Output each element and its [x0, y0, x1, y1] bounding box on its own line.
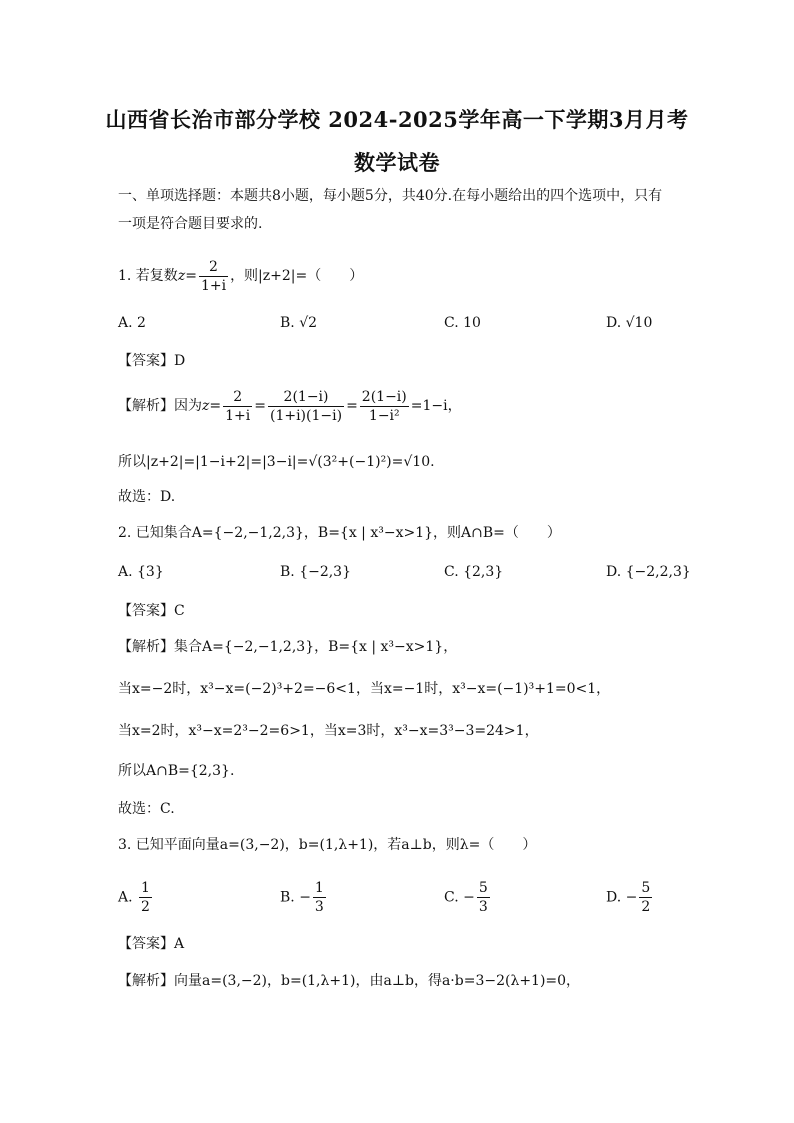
- q1-exp-frac0-num: 2: [223, 389, 252, 407]
- q1-exp-frac1-den: (1+i)(1−i): [269, 407, 343, 424]
- q3-option-b-den: 3: [314, 899, 324, 915]
- q1-exp-suffix: =1−i，: [410, 398, 462, 414]
- q3-options: [118, 880, 678, 920]
- q1-explanation-line1: 【解析】因为z= $\frac{2}{1+i}$ = $\frac{2(1-i)}{(1+i)(1-i)}$ = $\frac{2(1-i)}{\text{1−i²}}$ =1−i，: [118, 388, 462, 424]
- q1-option-d: D. √10: [606, 315, 653, 331]
- q1-exp-frac1-num: 2(1−i): [268, 389, 344, 407]
- q3-option-c-frac: [477, 880, 490, 915]
- q1-exp-frac0-den: 1+i: [225, 407, 251, 424]
- q2-answer: 【答案】C: [118, 603, 185, 619]
- q2-option-a: A. {3}: [118, 564, 164, 580]
- q2-explanation-line3: 当x=2时，x³−x=2³−2=6>1，当x=3时，x³−x=3³−3=24>1，: [118, 723, 539, 739]
- q1-option-b: B. √2: [280, 315, 318, 331]
- q1-exp-frac2-den: 1−i²: [368, 407, 400, 424]
- q1-exp-frac2: [360, 389, 409, 424]
- q3-option-a-den: 2: [141, 899, 150, 915]
- q1-z-den: 1+i: [200, 277, 227, 294]
- q3-option-c-num: 5: [478, 880, 488, 896]
- q1-exp-frac1: [268, 389, 344, 424]
- q1-explanation-line2: 所以|z+2|=|1−i+2|=|3−i|=√(3²+(−1)²)=√10.: [118, 454, 435, 470]
- q1-z-num: 2: [199, 259, 228, 277]
- section-instruction-line2: 一项是符合题目要求的.: [118, 216, 263, 232]
- q1-exp-frac2-num: 2(1−i): [361, 388, 407, 405]
- q3-option-a-label: A.: [118, 889, 133, 906]
- exam-subtitle: 数学试卷: [354, 150, 440, 175]
- q3-answer: 【答案】A: [118, 936, 185, 952]
- q2-conclusion: 故选：C.: [118, 801, 175, 817]
- q3-option-a-num: 1: [141, 880, 150, 896]
- q3-option-d-den: 2: [641, 899, 651, 915]
- q3-option-d: [606, 880, 654, 915]
- q3-option-c-den: 3: [478, 899, 488, 915]
- q1-exp-prefix: 【解析】因为: [118, 398, 202, 414]
- q2-option-d: D. {−2,2,3}: [606, 564, 691, 580]
- q1-stem: 1. 若复数z= $\frac{2}{1+i}$ ，则|z+2|=（ ）: [118, 258, 364, 294]
- q3-option-c: [444, 880, 492, 915]
- q3-option-b-label: B. −: [280, 889, 311, 906]
- q3-option-b-num: 1: [314, 880, 324, 896]
- q2-option-b: B. {−2,3}: [280, 564, 351, 580]
- q3-option-a-frac: [139, 880, 152, 915]
- q3-option-b: [280, 880, 328, 915]
- exam-title: 山西省长治市部分学校 2024-2025学年高一下学期3月月考: [105, 107, 689, 132]
- q3-option-d-frac: [639, 880, 652, 915]
- q2-stem: 2. 已知集合A={−2,−1,2,3}，B={x | x³−x>1}，则A∩B=（ ）: [118, 525, 561, 541]
- q1-exp-frac0: [223, 389, 252, 424]
- q1-option-a: A. 2: [118, 315, 146, 331]
- q1-stem-prefix: 1. 若复数: [118, 268, 178, 284]
- q1-z-fraction: [199, 259, 228, 294]
- q3-option-a: [118, 880, 154, 915]
- q3-option-d-num: 5: [641, 880, 651, 896]
- q2-option-c: C. {2,3}: [444, 564, 504, 580]
- q1-answer: 【答案】D: [118, 353, 186, 369]
- q3-option-c-label: C. −: [444, 889, 475, 906]
- q3-option-d-label: D. −: [606, 889, 638, 906]
- section-instruction-line1: 一、单项选择题：本题共8小题，每小题5分，共40分.在每小题给出的四个选项中，只有: [118, 188, 663, 204]
- q2-explanation-line2: 当x=−2时，x³−x=(−2)³+2=−6<1，当x=−1时，x³−x=(−1)³+1=0<1，: [118, 681, 611, 697]
- q1-conclusion: 故选：D.: [118, 489, 176, 505]
- q3-explanation-line1: 【解析】向量a=(3,−2)，b=(1,λ+1)，由a⊥b，得a·b=3−2(λ+1)=0，: [118, 973, 581, 989]
- q2-explanation-line1: 【解析】集合A={−2,−1,2,3}，B={x | x³−x>1}，: [118, 639, 458, 655]
- q1-option-c: C. 10: [444, 315, 481, 331]
- q1-options: [118, 315, 678, 339]
- q1-stem-suffix: ，则|z+2|=（ ）: [230, 268, 364, 284]
- q3-option-b-frac: [313, 880, 326, 915]
- q2-options: [118, 564, 691, 588]
- q3-stem: 3. 已知平面向量a=(3,−2)，b=(1,λ+1)，若a⊥b，则λ=（ ）: [118, 837, 537, 853]
- q2-explanation-line4: 所以A∩B={2,3}.: [118, 763, 235, 779]
